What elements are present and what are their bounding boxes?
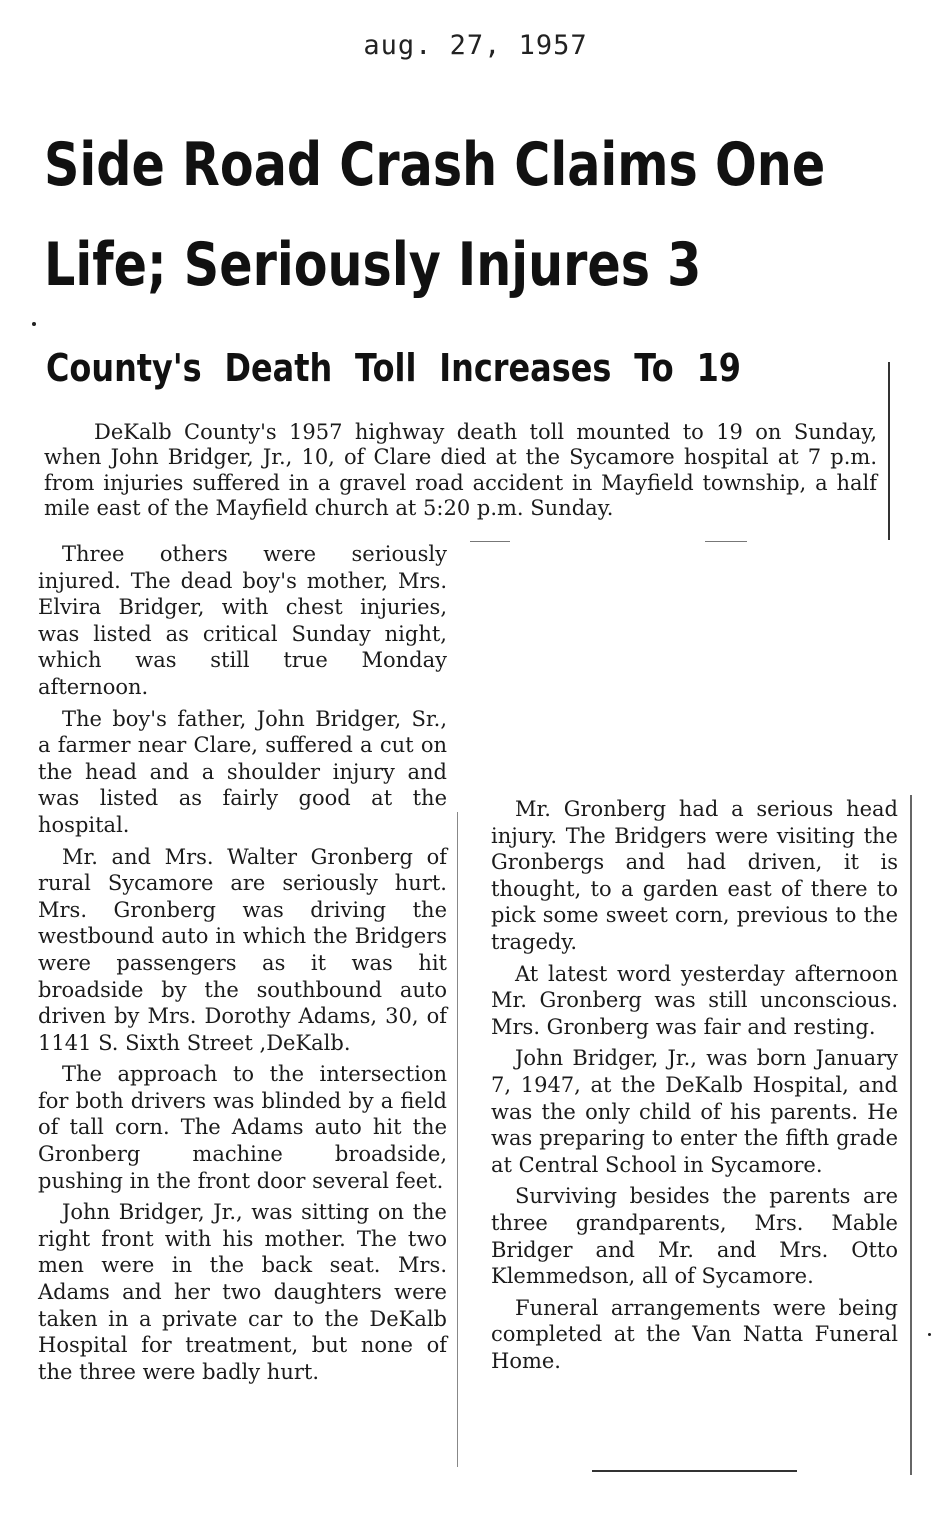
right-paragraph-5: Funeral arrangements were being completed at the Van Natta Funeral Home. [491,1295,898,1373]
left-paragraph-1: Three others were seriously injured. The dead boy's mother, Mrs. Elvira Bridger, with chest injuries, was listed as critical Sunday night, which was still true Monday afternoon. [38,542,447,699]
right-paragraph-4: Surviving besides the parents are three grandparents, Mrs. Mable Bridger and Mr. and Mrs. Otto Klemmedson, all of Sycamore. [491,1184,898,1289]
right-column [491,796,898,1379]
right-paragraph-1: Mr. Gronberg had a serious head injury. The Bridgers were visiting the Gronbergs and had driven, it is thought, to a garden east of there to pick some sweet corn, previous to the tragedy. [491,797,898,954]
left-paragraph-2: The boy's father, John Bridger, Sr., a farmer near Clare, suffered a cut on the head and a shoulder injury and was listed as fairly good at the hospital. [38,706,447,837]
column-divider-rule [457,812,458,1467]
left-paragraph-5: John Bridger, Jr., was sitting on the right front with his mother. The two men were in the back seat. Mrs. Adams and her two daughters were taken in a private car to the DeKalb Hospital for treatment, but none of the three were badly hurt. [38,1200,447,1384]
left-column [38,541,447,1390]
right-edge-rule-top [888,362,890,540]
clipping-date: aug. 27, 1957 [363,30,588,61]
speck-mark [32,322,36,326]
left-top-short-rule [470,541,510,542]
subheadline: County's Death Toll Increases To 19 [46,346,742,390]
headline-line-2: Life; Seriously Injures 3 [44,230,702,300]
speck-mark [928,1333,931,1336]
headline-line-1: Side Road Crash Claims One [44,130,826,200]
right-paragraph-2: At latest word yesterday afternoon Mr. Gronberg was still unconscious. Mrs. Gronberg was fair and resting. [491,961,898,1039]
right-edge-rule-bottom [910,795,912,1475]
right-paragraph-3: John Bridger, Jr., was born January 7, 1947, at the DeKalb Hospital, and was the only child of his parents. He was preparing to enter the fifth grade at Central School in Sycamore. [491,1046,898,1177]
left-paragraph-3: Mr. and Mrs. Walter Gronberg of rural Sycamore are seriously hurt. Mrs. Gronberg was driving the westbound auto in which the Bridgers were passengers as it was hit broadside by the southbound auto driven by Mrs. Dorothy Adams, 30, of 1141 S. Sixth Street ,DeKalb. [38,844,447,1055]
left-paragraph-4: The approach to the intersection for both drivers was blinded by a field of tall corn. The Adams auto hit the Gronberg machine broadside, pushing in the front door several feet. [38,1062,447,1193]
bottom-end-rule [592,1470,797,1472]
lead-paragraph: DeKalb County's 1957 highway death toll mounted to 19 on Sunday, when John Bridger, Jr., 10, of Clare died at the Sycamore hospital at 7 p.m. from injuries suffered in a gravel road accident in Mayfield township, a half mile east of the Mayfield church at 5:20 p.m. Sunday. [44,420,877,521]
right-top-short-rule [705,541,747,542]
